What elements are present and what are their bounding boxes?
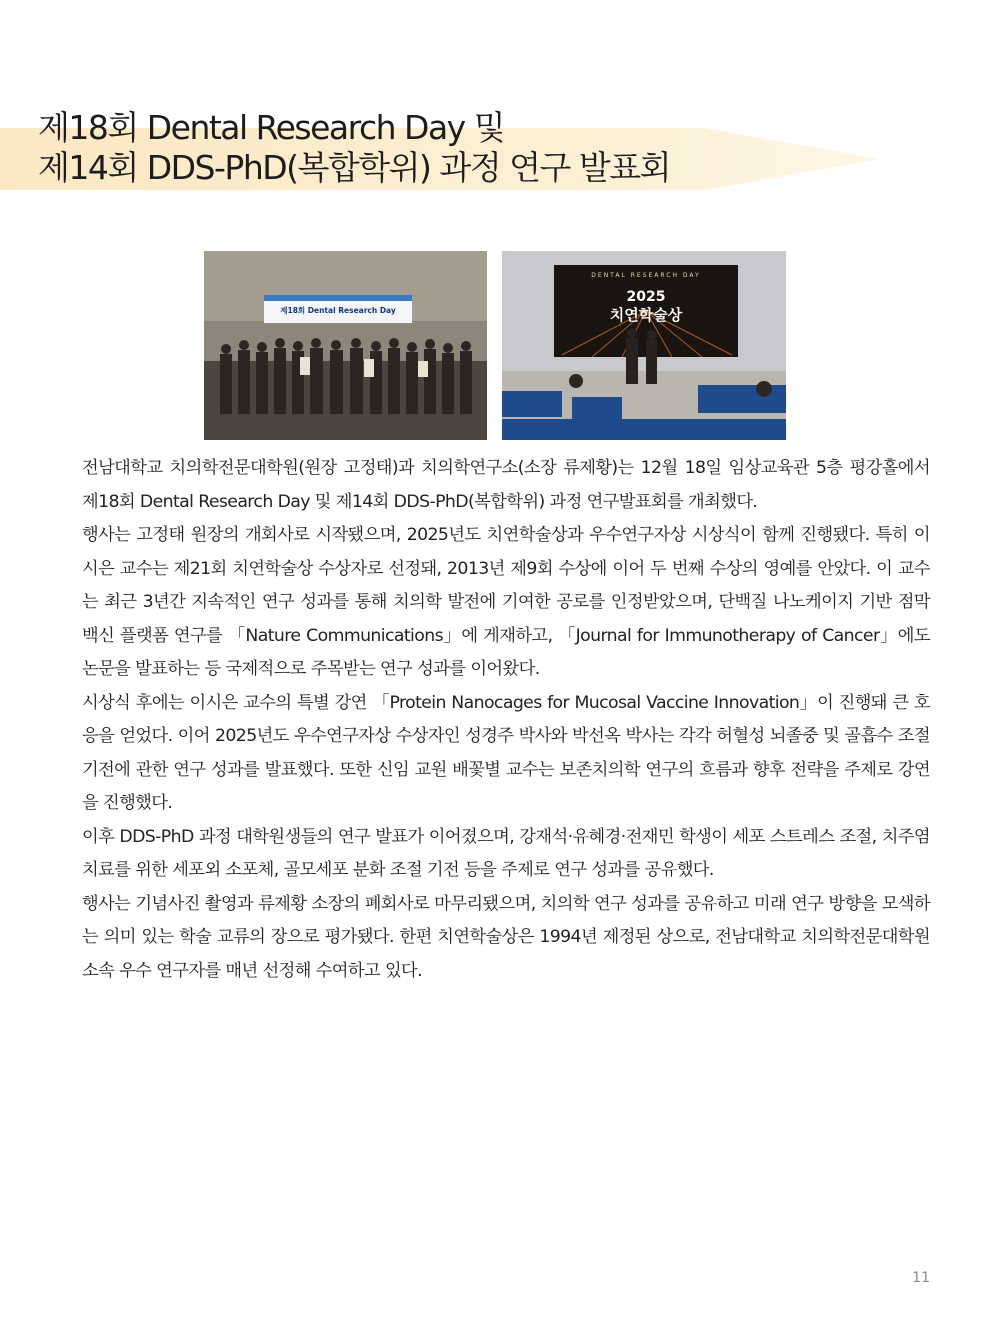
title-line-1: 제18회 Dental Research Day 및 — [38, 108, 505, 147]
paragraph: 전남대학교 치의학전문대학원(원장 고정태)과 치의학연구소(소장 류제황)는 12월 18일 임상교육관 5층 평강홀에서 제18회 Dental Research Day 및 제14회 DDS-PhD(복합학위) 과정 연구발표회를 개최했다. — [82, 458, 930, 512]
screen-top-text: DENTAL RESEARCH DAY — [591, 272, 701, 279]
paragraph: 시상식 후에는 이시은 교수의 특별 강연 「Protein Nanocages for Mucosal Vaccine Innovation」이 진행돼 큰 호응을 얻었다. 이어 2025년도 우수연구자상 수상자인 성경주 박사와 박선옥 박사는 각각 허혈성 뇌졸중 및 골흡수 조절 기전에 관한 연구 성과를 발표했다. 또한 신임 교원 배꽃별 교수는 보존치의학 연구의 흐름과 향후 전략을 주제로 강연을 진행했다. — [82, 692, 930, 813]
page-number: 11 — [912, 1270, 930, 1286]
article-body — [82, 452, 930, 988]
screen-award-title: 치연학술상 — [609, 306, 683, 324]
screen-year: 2025 — [626, 289, 666, 305]
title-line-2: 제14회 DDS-PhD(복합학위) 과정 연구 발표회 — [38, 148, 671, 187]
group-photo — [204, 251, 487, 440]
page-title — [38, 108, 670, 188]
paragraph: 행사는 고정태 원장의 개회사로 시작됐으며, 2025년도 치연학술상과 우수연구자상 시상식이 함께 진행됐다. 특히 이시은 교수는 제21회 치연학술상 수상자로 선정돼, 2013년 제9회 수상에 이어 두 번째 수상의 영예를 안았다. 이 교수는 최근 3년간 지속적인 연구 성과를 통해 치의학 발전에 기여한 공로를 인정받았으며, 단백질 나노케이지 기반 점막 백신 플랫폼 연구를 「Nature Communications」에 게재하고, 「Journal for Immunotherapy of Cancer」에도 논문을 발표하는 등 국제적으로 주목받는 연구 성과를 이어왔다. — [82, 525, 930, 679]
award-ceremony-photo — [502, 251, 786, 440]
screen-banner-text: 제18회 Dental Research Day — [280, 306, 396, 315]
paragraph: 이후 DDS-PhD 과정 대학원생들의 연구 발표가 이어졌으며, 강재석·유혜경·전재민 학생이 세포 스트레스 조절, 치주염 치료를 위한 세포외 소포체, 골모세포 분화 조절 기전 등을 주제로 연구 성과를 공유했다. — [82, 826, 930, 880]
paragraph: 행사는 기념사진 촬영과 류제황 소장의 폐회사로 마무리됐으며, 치의학 연구 성과를 공유하고 미래 연구 방향을 모색하는 의미 있는 학술 교류의 장으로 평가됐다. 한편 치연학술상은 1994년 제정된 상으로, 전남대학교 치의학전문대학원 소속 우수 연구자를 매년 선정해 수여하고 있다. — [82, 893, 930, 981]
